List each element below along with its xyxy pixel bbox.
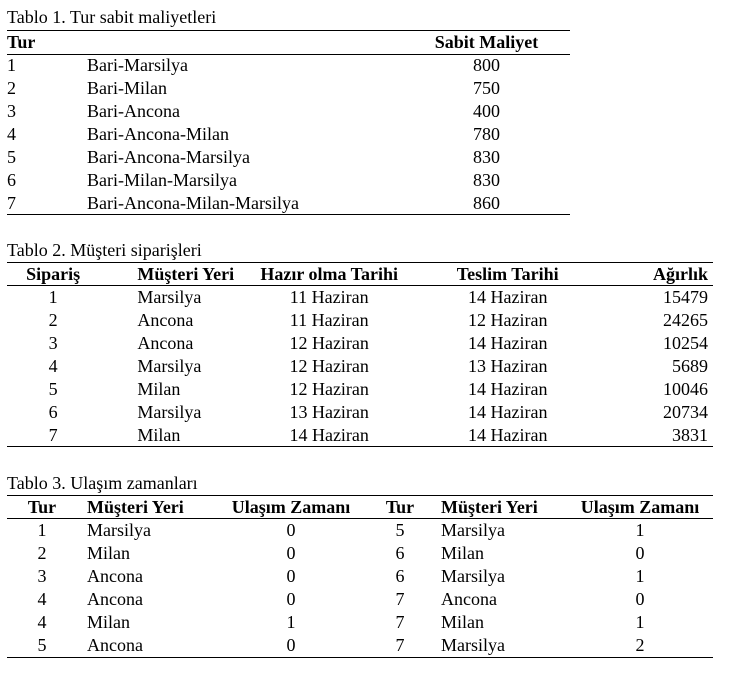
table3-header-arrival-2: Ulaşım Zamanı [580,497,700,517]
table3-header-arrival: Ulaşım Zamanı [231,497,351,517]
table3-cell-location-2: Marsilya [441,635,505,655]
table3-cell-arrival-2: 2 [635,635,645,655]
table3-header-tur-2: Tur [385,497,415,517]
table3-cell-arrival: 1 [286,612,296,632]
table2-header-row [7,263,713,286]
table1-row [7,123,570,146]
table3-cell-tur-2: 5 [395,520,405,540]
table3-cell-tur-2: 7 [395,635,405,655]
table3-cell-tur-2: 7 [395,589,405,609]
table3-row [7,588,713,611]
table1-row [7,77,570,100]
table3-row [7,611,713,634]
table3-cell-location: Ancona [87,635,143,655]
table3-header-rule [7,518,713,519]
table3-header-location: Müşteri Yeri [87,497,184,517]
table2-body [7,286,713,447]
table2-header-rule [7,285,713,286]
table1-cell-cost: 750 [473,78,500,98]
table3-cell-arrival: 0 [286,543,296,563]
table2-cell-location: Ancona [137,310,194,330]
table1-row [7,54,570,77]
table3-cell-location-2: Marsilya [441,520,505,540]
table2-cell-weight: 15479 [663,287,708,307]
table3-cell-arrival: 0 [286,635,296,655]
table3-cell-location-2: Marsilya [441,566,505,586]
table2-cell-weight: 10254 [663,333,708,353]
table3-cell-location-2: Ancona [441,589,497,609]
table2-caption: Tablo 2. Müşteri siparişleri [7,240,202,260]
table3-cell-tur-2: 6 [395,566,405,586]
table3-cell-location-2: Milan [441,543,484,563]
table2-cell-due-date: 14 Haziran [467,425,548,445]
table1-cell-route: Bari-Ancona-Milan-Marsilya [87,193,299,213]
table1-row [7,146,570,169]
table2-cell-order: 1 [48,287,58,307]
table2-cell-location: Marsilya [137,287,202,307]
table2-cell-location: Milan [137,379,181,399]
table3-caption: Tablo 3. Ulaşım zamanları [7,473,198,493]
table2-cell-ready-date: 12 Haziran [289,379,369,399]
table1-cell-route: Bari-Ancona-Milan [87,124,229,144]
table1-row [7,192,570,215]
table1-cell-cost: 860 [473,193,500,213]
table3-cell-tur: 4 [37,612,47,632]
table1-cell-cost: 830 [473,147,500,167]
table2-row [7,378,713,401]
table2-header-order: Sipariş [26,264,81,284]
table2-header-weight: Ağırlık [652,264,708,284]
table3-cell-arrival: 0 [286,566,296,586]
table3-body [7,519,713,657]
table2-cell-weight: 24265 [663,310,708,330]
table2-cell-due-date: 14 Haziran [467,402,548,422]
table1-cell-cost: 400 [473,101,500,121]
table2-row [7,286,713,309]
table3-cell-location: Milan [87,543,130,563]
table2-cell-order: 6 [48,402,58,422]
table3-cell-tur-2: 6 [395,543,405,563]
table1-row [7,100,570,123]
table2-cell-weight: 5689 [672,356,708,376]
table1-cell-tur: 1 [7,55,16,75]
table2-row [7,355,713,378]
table2-cell-due-date: 12 Haziran [467,310,548,330]
table3-row [7,565,713,588]
table3-cell-tur: 2 [37,543,47,563]
table3-cell-location: Milan [87,612,130,632]
table3-cell-tur-2: 7 [395,612,405,632]
table3-cell-arrival-2: 0 [635,543,645,563]
table1-header-tur: Tur [7,32,36,52]
table3-cell-location-2: Milan [441,612,484,632]
table1-cell-route: Bari-Ancona [87,101,180,121]
table1-cell-tur: 5 [7,147,16,167]
table1-header-row [7,31,570,54]
table2-header-location: Müşteri Yeri [137,264,235,284]
table2-cell-location: Marsilya [137,402,202,422]
table1-cell-tur: 4 [7,124,16,144]
table1-cell-tur: 2 [7,78,16,98]
table1-row [7,169,570,192]
table1-cell-cost: 830 [473,170,500,190]
table2-row [7,309,713,332]
table2-header-due-date: Teslim Tarihi [456,264,559,284]
table2-row [7,332,713,355]
table3-header-location-2: Müşteri Yeri [441,497,538,517]
table1-cell-cost: 780 [473,124,500,144]
table2-cell-order: 5 [48,379,58,399]
table2-cell-due-date: 14 Haziran [467,333,548,353]
table2-cell-location: Ancona [137,333,194,353]
table3-cell-arrival: 0 [286,589,296,609]
table3-cell-location: Marsilya [87,520,151,540]
table1-bottom-rule [7,214,570,215]
table3-cell-arrival: 0 [286,520,296,540]
table2-cell-order: 3 [48,333,58,353]
table2-cell-due-date: 13 Haziran [467,356,548,376]
table1 [7,31,570,215]
table2 [7,263,713,447]
table2-bottom-rule [7,446,713,447]
table3-header-row [7,496,713,519]
table3-cell-arrival-2: 1 [635,566,645,586]
table1-header-rule [7,54,570,55]
table2-cell-order: 4 [48,356,58,376]
table3-cell-tur: 4 [37,589,47,609]
table2-cell-ready-date: 12 Haziran [289,356,369,376]
table1-cell-route: Bari-Milan-Marsilya [87,170,237,190]
table3-bottom-rule [7,657,713,658]
table3-cell-tur: 3 [37,566,47,586]
table2-cell-order: 2 [48,310,58,330]
table2-cell-order: 7 [48,425,58,445]
table1-cell-route: Bari-Ancona-Marsilya [87,147,250,167]
table3-cell-arrival-2: 1 [635,520,645,540]
table1-cell-tur: 3 [7,101,16,121]
table3-cell-location: Ancona [87,589,143,609]
table2-row [7,401,713,424]
table3-row [7,634,713,657]
table2-header-ready-date: Hazır olma Tarihi [260,264,399,284]
table2-cell-due-date: 14 Haziran [467,287,548,307]
table1-caption: Tablo 1. Tur sabit maliyetleri [7,7,217,27]
table2-cell-ready-date: 14 Haziran [289,425,369,445]
table2-cell-weight: 20734 [663,402,708,422]
table3-header-tur: Tur [27,497,57,517]
table1-cell-tur: 7 [7,193,16,213]
table2-cell-ready-date: 11 Haziran [289,287,369,307]
table3-cell-arrival-2: 1 [635,612,645,632]
table2-cell-due-date: 14 Haziran [467,379,548,399]
table3-cell-arrival-2: 0 [635,589,645,609]
table2-cell-weight: 3831 [672,425,708,445]
table2-row [7,424,713,447]
table3-row [7,519,713,542]
table1-cell-cost: 800 [473,55,500,75]
table2-cell-weight: 10046 [663,379,708,399]
table3-cell-tur: 1 [37,520,47,540]
table1-cell-route: Bari-Marsilya [87,55,188,75]
table2-cell-ready-date: 13 Haziran [289,402,369,422]
table1-cell-route: Bari-Milan [87,78,167,98]
table2-cell-ready-date: 12 Haziran [289,333,369,353]
table3-cell-location: Ancona [87,566,143,586]
table2-cell-ready-date: 11 Haziran [289,310,369,330]
table1-header-route [87,31,403,54]
table2-cell-location: Milan [137,425,181,445]
table3-row [7,542,713,565]
table1-header-cost: Sabit Maliyet [434,32,539,52]
table3 [7,496,713,657]
table3-cell-tur: 5 [37,635,47,655]
table2-cell-location: Marsilya [137,356,202,376]
table1-cell-tur: 6 [7,170,16,190]
table1-body [7,54,570,215]
